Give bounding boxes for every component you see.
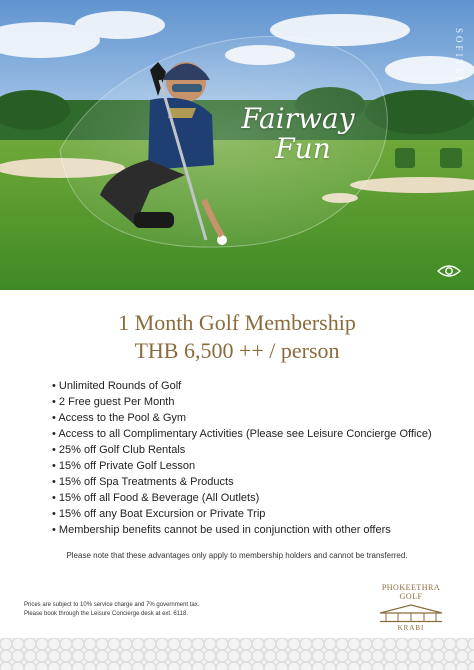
- list-item: • Access to all Complimentary Activities (Please see Leisure Concierge Office): [52, 426, 432, 442]
- list-item: • 15% off Spa Treatments & Products: [52, 474, 432, 490]
- hero-title-line2: Fun: [275, 132, 331, 165]
- logo-title: PHOKEETHRA GOLF: [381, 583, 441, 601]
- list-item: • 15% off any Boat Excursion or Private Trip: [52, 506, 432, 522]
- list-item: • Membership benefits cannot be used in conjunction with other offers: [52, 522, 432, 538]
- hero-banner: [0, 0, 474, 290]
- fine-print-line2: Please book through the Leisure Concierge desk at ext. 6118.: [24, 611, 188, 617]
- benefits-list: [52, 378, 432, 538]
- list-item: • 25% off Golf Club Rentals: [52, 442, 432, 458]
- transfer-note: Please note that these advantages only apply to membership holders and cannot be transferred.: [66, 551, 408, 560]
- logo-subtitle: KRABI: [397, 624, 425, 632]
- list-item: • 2 Free guest Per Month: [52, 394, 432, 410]
- hero-title: [228, 104, 368, 164]
- hero-title-line1: Fairway: [241, 102, 355, 135]
- list-item: • Access to the Pool & Gym: [52, 410, 432, 426]
- golf-club-logo: [372, 583, 450, 632]
- membership-title: 1 Month Golf Membership: [118, 310, 356, 335]
- pavilion-icon: [378, 603, 444, 623]
- membership-price: THB 6,500 ++ / person: [134, 338, 340, 363]
- list-item: • 15% off Private Golf Lesson: [52, 458, 432, 474]
- decorative-pattern: [0, 638, 474, 670]
- brand-logo-text: SOFITEL: [454, 28, 464, 85]
- list-item: • Unlimited Rounds of Golf: [52, 378, 432, 394]
- eye-icon: [437, 263, 461, 279]
- fine-print: [24, 601, 199, 619]
- fine-print-line1: Prices are subject to 10% service charge and 7% government tax.: [24, 602, 200, 608]
- list-item: • 15% off all Food & Beverage (All Outlets): [52, 490, 432, 506]
